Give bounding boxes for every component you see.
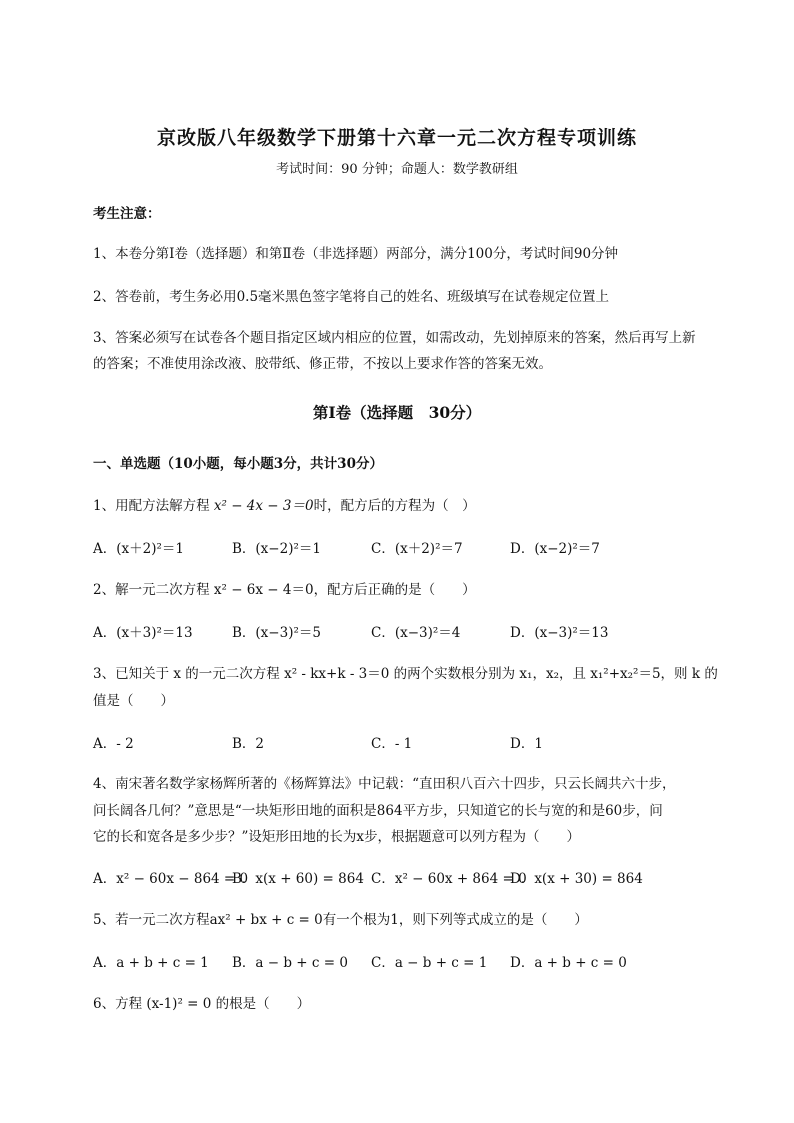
question-1-equation: x² − 4x − 3＝0 [213,498,314,514]
question-5-stem: 5、若一元二次方程ax² + bx + c = 0有一个根为1，则下列等式成立的是（ ） [93,912,588,928]
question-1-option-a[interactable]: A．(x＋2)²＝1 [93,541,184,557]
part-heading: 一、单选题（10小题，每小题3分，共计30分） [93,456,383,472]
question-1-stem [93,494,713,514]
notice-heading: 考生注意： [93,206,161,222]
question-6-stem: 6、方程 (x-1)² = 0 的根是（ ） [93,996,311,1012]
question-3-stem-cont: 值是（ ） [93,693,174,709]
notice-item: 的答案；不准使用涂改液、胶带纸、修正带，不按以上要求作答的答案无效。 [93,356,552,372]
question-3-option-a[interactable]: A．- 2 [93,736,134,752]
question-3-option-d[interactable]: D．1 [510,736,543,752]
section-title: 第Ⅰ卷（选择题 30分） [312,403,482,422]
question-2-option-b[interactable]: B．(x−3)²＝5 [232,625,321,641]
question-3-option-c[interactable]: C．- 1 [371,736,413,752]
notice-item: 3、答案必须写在试卷各个题目指定区域内相应的位置，如需改动，先划掉原来的答案，然后再写上新 [93,330,696,346]
question-4-stem-cont: 问长阔各几何？”意思是“一块矩形田地的面积是864平方步，只知道它的长与宽的和是60步，问 [93,803,663,819]
question-5-option-d[interactable]: D．a + b + c = 0 [510,955,627,971]
question-1-option-b[interactable]: B．(x−2)²＝1 [232,541,321,557]
question-4-stem: 4、南宋著名数学家杨辉所著的《杨辉算法》中记载：“直田积八百六十四步，只云长阔共六十步， [93,776,676,792]
question-5-option-b[interactable]: B．a − b + c = 0 [232,955,348,971]
question-5-option-c[interactable]: C．a − b + c = 1 [371,955,488,971]
question-1-option-c[interactable]: C．(x＋2)²＝7 [371,541,463,557]
question-1-stem-tail: 时，配方后的方程为（ ） [313,498,476,514]
question-2-option-c[interactable]: C．(x−3)²＝4 [371,625,461,641]
question-2-option-a[interactable]: A．(x＋3)²＝13 [93,625,193,641]
notice-item: 2、答卷前，考生务必用0.5毫米黑色签字笔将自己的姓名、班级填写在试卷规定位置上 [93,289,610,305]
question-1-stem-text: 1、用配方法解方程 [93,498,214,514]
question-4-option-b[interactable]: B．x(x + 60) = 864 [232,871,364,887]
page-title: 京改版八年级数学下册第十六章一元二次方程专项训练 [156,127,637,149]
notice-item: 1、本卷分第Ⅰ卷（选择题）和第Ⅱ卷（非选择题）两部分，满分100分，考试时间90分钟 [93,246,619,262]
question-5-option-a[interactable]: A．a + b + c = 1 [93,955,209,971]
question-4-option-d[interactable]: D．x(x + 30) = 864 [510,871,643,887]
question-3-stem: 3、已知关于 x 的一元二次方程 x² - kx+k - 3＝0 的两个实数根分别为 x₁，x₂，且 x₁²+x₂²＝5，则 k 的 [93,666,718,682]
exam-info: 考试时间：90 分钟；命题人：数学教研组 [276,162,518,177]
question-4-stem-cont: 它的长和宽各是多少步？”设矩形田地的长为x步，根据题意可以列方程为（ ） [93,829,581,845]
question-1-option-d[interactable]: D．(x−2)²＝7 [510,541,600,557]
question-4-option-a[interactable]: A．x² − 60x − 864 = 0 [93,871,249,887]
question-3-option-b[interactable]: B．2 [232,736,265,752]
question-2-option-d[interactable]: D．(x−3)²＝13 [510,625,609,641]
question-2-stem: 2、解一元二次方程 x² − 6x − 4＝0，配方后正确的是（ ） [93,582,476,598]
question-4-option-c[interactable]: C．x² − 60x + 864 = 0 [371,871,527,887]
